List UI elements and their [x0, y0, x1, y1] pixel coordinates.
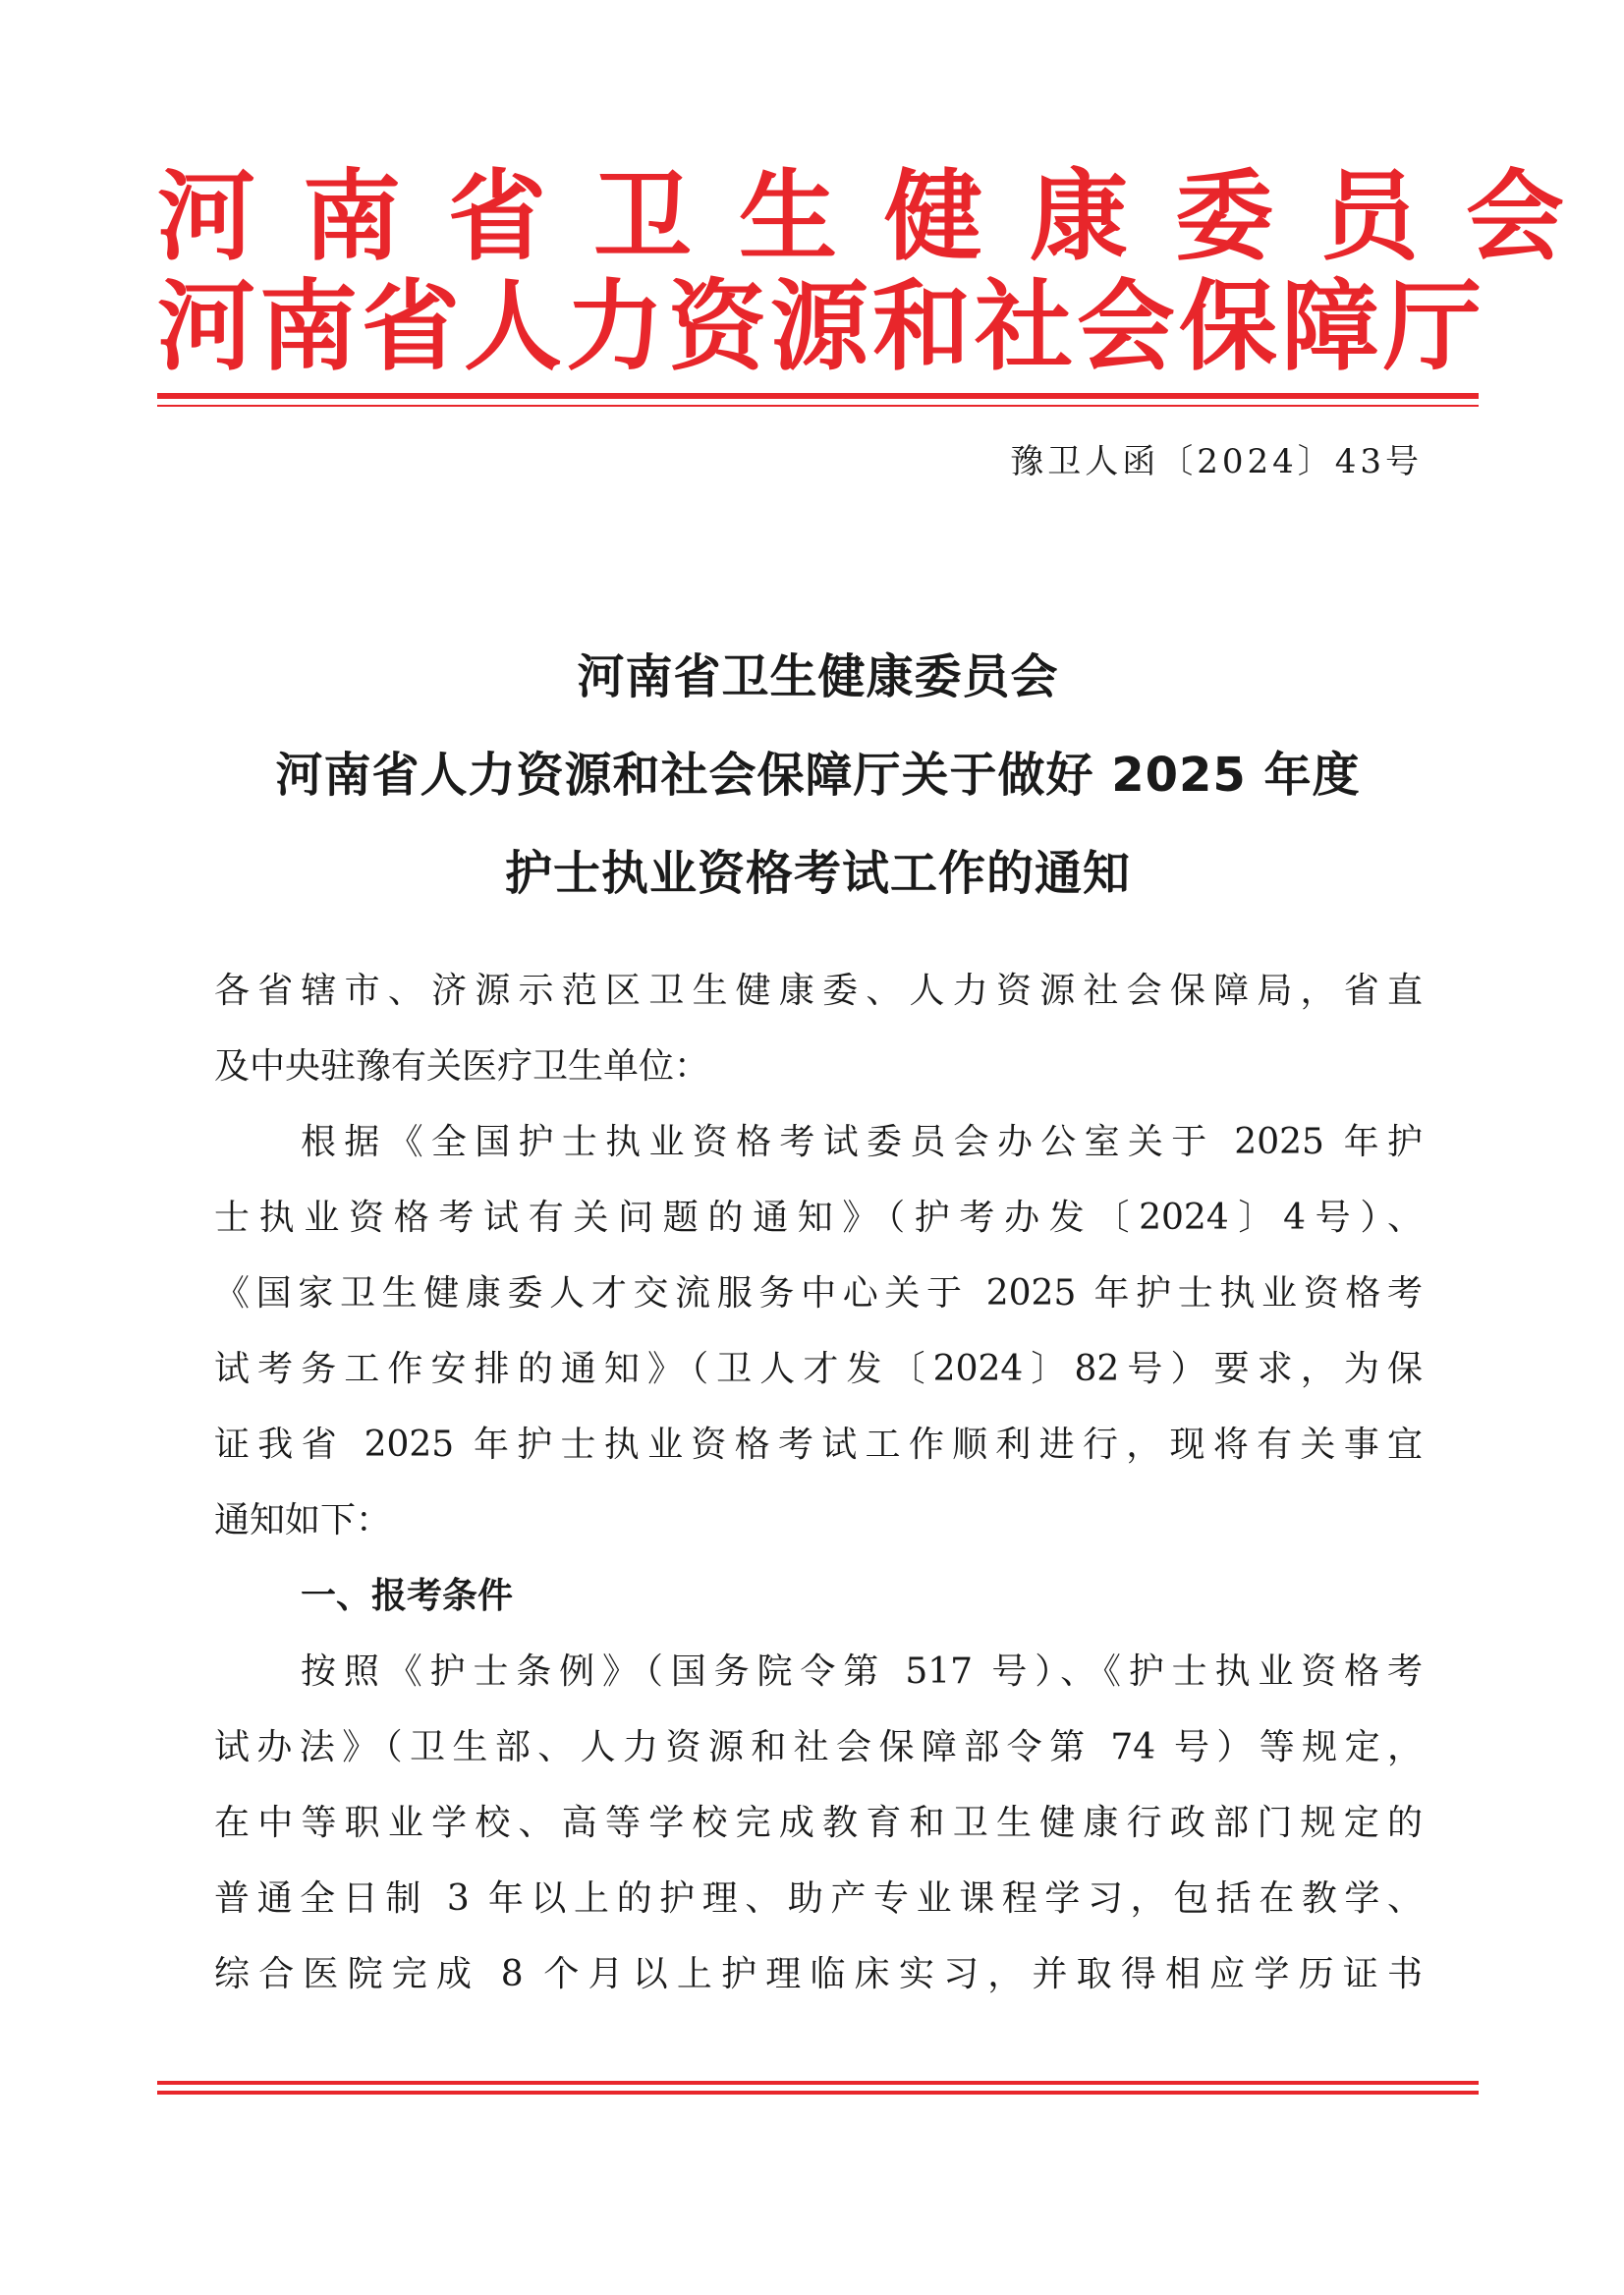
body-line: 及中央驻豫有关医疗卫生单位： — [214, 1046, 710, 1087]
body-line: 各省辖市、济源示范区卫生健康委、人力资源社会保障局，省直 — [214, 971, 1423, 1011]
letterhead-divider-thick — [157, 393, 1479, 399]
body-line: 试办法》（卫生部、人力资源和社会保障部令第 74 号）等规定， — [214, 1727, 1423, 1767]
issuer-health-commission: 河南省卫生健康委员会 — [157, 158, 1611, 274]
body-line: 根据《全国护士执业资格考试委员会办公室关于 2025 年护 — [301, 1122, 1423, 1162]
document-number: 豫卫人函〔2024〕43号 — [1010, 442, 1423, 481]
notice-body — [214, 953, 1423, 2012]
title-line-1: 河南省卫生健康委员会 — [577, 649, 1059, 704]
body-line: 通知如下： — [214, 1500, 392, 1540]
body-line: 普通全日制 3 年以上的护理、助产专业课程学习，包括在教学、 — [214, 1878, 1423, 1919]
title-line-2: 河南省人力资源和社会保障厅关于做好 2025 年度 — [275, 748, 1361, 803]
body-line: 证我省 2025 年护士执业资格考试工作顺利进行，现将有关事宜 — [214, 1425, 1423, 1465]
issuer-hrss-department: 河南省人力资源和社会保障厅 — [157, 268, 1485, 384]
body-line: 士执业资格考试有关问题的通知》（护考办发〔2024〕4号）、 — [214, 1198, 1423, 1238]
body-line: 按照《护士条例》（国务院令第 517 号）、《护士执业资格考 — [301, 1651, 1423, 1692]
title-line-3: 护士执业资格考试工作的通知 — [504, 846, 1131, 901]
letterhead-divider-thin — [157, 405, 1479, 407]
section-heading: 一、报考条件 — [301, 1576, 514, 1616]
body-line: 《国家卫生健康委人才交流服务中心关于 2025 年护士执业资格考 — [214, 1273, 1423, 1314]
footer-divider-bottom — [157, 2091, 1479, 2095]
body-line: 在中等职业学校、高等学校完成教育和卫生健康行政部门规定的 — [214, 1803, 1423, 1843]
footer-divider-top — [157, 2081, 1479, 2085]
body-line: 试考务工作安排的通知》（卫人才发〔2024〕82号）要求，为保 — [214, 1349, 1423, 1389]
body-line: 综合医院完成 8 个月以上护理临床实习，并取得相应学历证书 — [214, 1954, 1423, 1994]
